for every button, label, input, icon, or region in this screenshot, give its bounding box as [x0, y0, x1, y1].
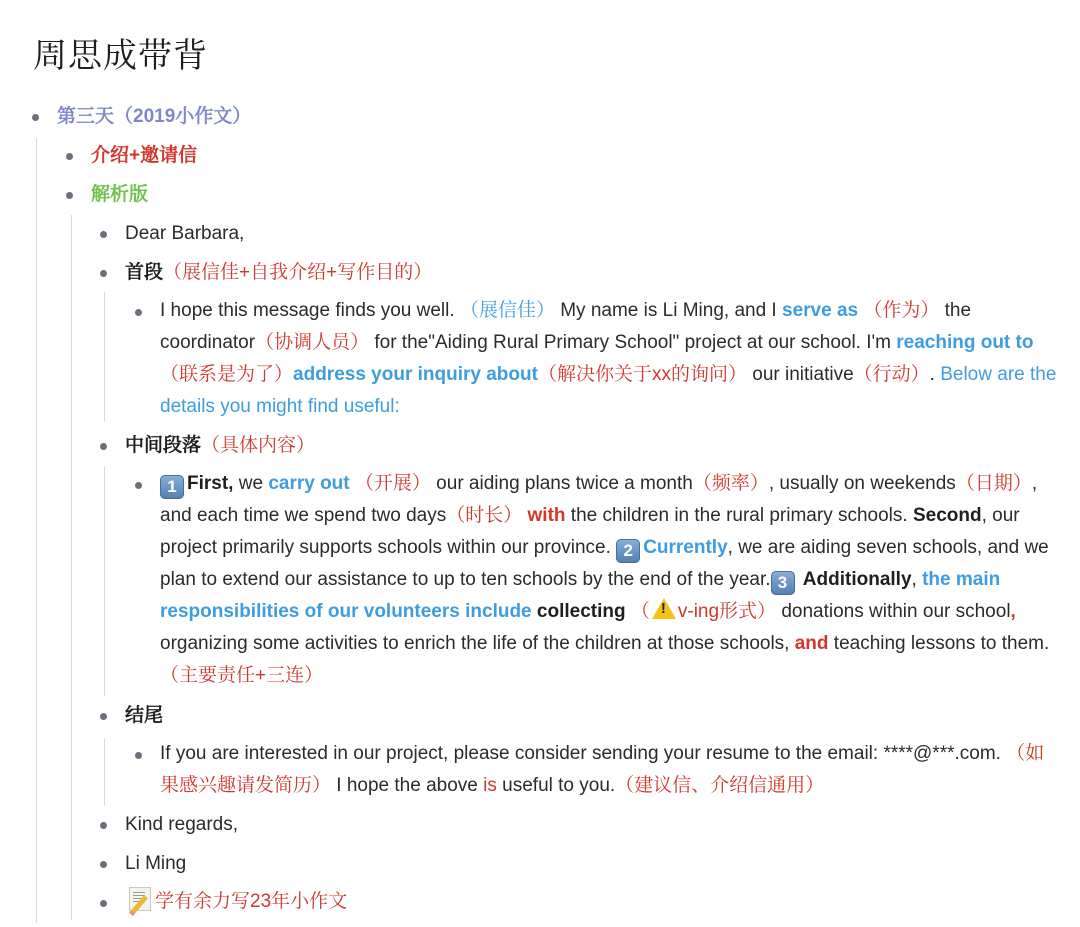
key-phrase: the main responsibilities of our volunteers include	[160, 569, 1001, 622]
key-phrase: serve as	[782, 300, 859, 321]
bullet-icon[interactable]	[100, 443, 107, 450]
text: for the"Aiding Rural Primary School" project at our school. I'm	[369, 332, 897, 353]
annotation: （解决你关于xx的询问）	[537, 364, 747, 385]
text: our initiative	[746, 364, 854, 385]
middle-paragraph[interactable]	[160, 468, 1060, 692]
key-phrase: carry out	[268, 473, 350, 494]
bullet-icon[interactable]	[100, 713, 107, 720]
text: teaching lessons to them.	[828, 633, 1050, 654]
annotation: （时长）	[446, 505, 523, 526]
text: the children in the rural primary schools.	[565, 505, 913, 526]
annotation: （建议信、介绍信通用）	[615, 775, 825, 796]
text: If you are interested in our project, please consider sending your resume to the email: ****@***.com.	[160, 743, 1007, 764]
memo-icon	[129, 887, 151, 911]
page-title: 周思成带背	[33, 36, 208, 76]
annotation: （频率）	[692, 473, 769, 494]
annotation: v-ing形式）	[677, 601, 777, 622]
text: ,	[1010, 601, 1016, 622]
key-phrase: is	[483, 775, 497, 796]
bullet-icon[interactable]	[135, 309, 142, 316]
bullet-icon[interactable]	[100, 822, 107, 829]
annotation: （联系是为了）	[160, 364, 294, 385]
annotation: （日期）	[955, 473, 1032, 494]
middle-note: （具体内容）	[201, 435, 316, 456]
key-phrase: with	[522, 505, 566, 526]
guide-line-opening	[104, 292, 105, 422]
keycap-1-icon: 1	[160, 475, 184, 499]
text: My name is Li Ming, and I	[554, 300, 782, 321]
bullet-icon[interactable]	[66, 192, 73, 199]
outline-item-analysis[interactable]: 解析版	[91, 184, 149, 205]
annotation: （作为）	[858, 300, 940, 321]
bullet-icon[interactable]	[100, 900, 107, 907]
opening-note: （展信佳+自我介绍+写作目的）	[163, 262, 433, 283]
outline-item-signature[interactable]: Li Ming	[125, 853, 187, 874]
text: I hope this message finds you well.	[160, 300, 460, 321]
text: the coordinator	[160, 300, 972, 353]
outline-item-opening[interactable]	[125, 257, 432, 289]
bullet-icon[interactable]	[135, 482, 142, 489]
ending-paragraph[interactable]	[160, 738, 1060, 802]
outline-item-middle[interactable]	[125, 430, 315, 462]
bullet-icon[interactable]	[66, 153, 73, 160]
text: I hope the above	[331, 775, 484, 796]
key-phrase: address your inquiry about	[293, 364, 538, 385]
bullet-icon[interactable]	[100, 270, 107, 277]
guide-line-ending	[104, 738, 105, 806]
key-phrase: and	[794, 633, 829, 654]
text: ,	[911, 569, 923, 590]
bullet-icon[interactable]	[100, 231, 107, 238]
annotation: （行动）	[853, 364, 930, 385]
key-phrase: Currently	[643, 537, 728, 558]
text: First,	[187, 473, 234, 494]
outline-item-closing[interactable]: Kind regards,	[125, 814, 239, 835]
text: , and each time we spend two days	[160, 473, 1038, 526]
opening-heading: 首段	[125, 262, 164, 283]
warning-icon	[652, 598, 676, 619]
outline-item-letter-type[interactable]: 介绍+邀请信	[91, 145, 198, 166]
annotation: （开展）	[349, 473, 431, 494]
middle-heading: 中间段落	[125, 435, 202, 456]
outline-item-day[interactable]: 第三天（2019小作文）	[57, 106, 252, 127]
text: organizing some activities to enrich the life of the children at those schools,	[160, 633, 795, 654]
text: Second	[912, 505, 982, 526]
opening-paragraph[interactable]	[160, 295, 1060, 423]
annotation: （如果感兴趣请发简历）	[160, 743, 1045, 796]
extra-label: 学有余力写23年小作文	[155, 891, 348, 912]
ending-heading: 结尾	[125, 705, 164, 726]
text: we	[233, 473, 269, 494]
guide-line-level1	[36, 138, 37, 923]
keycap-2-icon: 2	[616, 539, 640, 563]
text: our aiding plans twice a month	[430, 473, 693, 494]
text: donations within our school	[776, 601, 1011, 622]
text: collecting	[531, 601, 626, 622]
text: , usually on weekends	[768, 473, 956, 494]
text: .	[929, 364, 941, 385]
keycap-3-icon: 3	[771, 571, 795, 595]
annotation: （协调人员）	[255, 332, 370, 353]
outline-item-extra[interactable]	[129, 886, 347, 918]
annotation: （主要责任+三连）	[160, 665, 324, 686]
guide-line-middle	[104, 466, 105, 696]
text: , we are aiding seven schools, and we plan to extend our assistance to up to ten schools by the end of the year.	[160, 537, 1049, 590]
text: Additionally	[802, 569, 912, 590]
text: useful to you.	[496, 775, 616, 796]
bullet-icon[interactable]	[100, 861, 107, 868]
text: Below are the details you might find useful:	[160, 364, 1057, 417]
outline-item-greeting[interactable]: Dear Barbara,	[125, 223, 245, 244]
outline-item-ending[interactable]	[125, 700, 163, 732]
annotation: （展信佳）	[459, 300, 555, 321]
bullet-icon[interactable]	[135, 752, 142, 759]
text: , our project primarily supports schools within our province.	[160, 505, 1020, 558]
guide-line-level2	[71, 215, 72, 920]
annotation: （	[625, 601, 650, 622]
bullet-icon[interactable]	[32, 114, 39, 121]
key-phrase: reaching out to	[896, 332, 1034, 353]
